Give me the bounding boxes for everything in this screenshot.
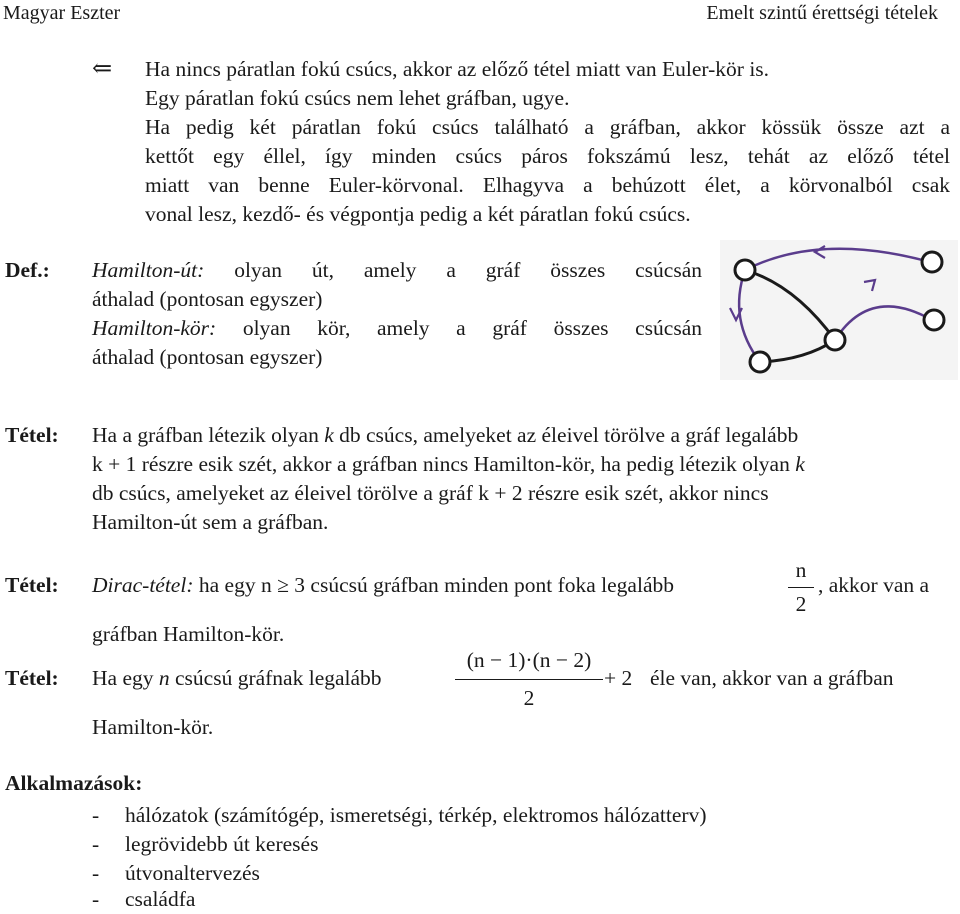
applications-title: Alkalmazások: (5, 771, 143, 795)
variable-k: k (324, 423, 334, 447)
variable-k: k (795, 452, 805, 476)
theorem3-text: Ha egy (92, 666, 159, 690)
graph-vertex (750, 352, 770, 372)
dirac-text: csúcsú gráfban minden pont foka legalább (305, 573, 674, 597)
graph-vertex (735, 260, 755, 280)
left-implication-arrow-icon: ⇐ (92, 56, 113, 82)
theorem3-line2: Hamilton-kör. (92, 715, 214, 739)
application-item: útvonaltervezés (125, 861, 260, 885)
dirac-theorem-line2: gráfban Hamilton-kör. (92, 622, 285, 646)
math-plus-2: + 2 (604, 666, 633, 690)
hamilton-path-term: Hamilton-út: (92, 258, 205, 282)
proof-line: miatt van benne Euler-körvonal. Elhagyva a behúzott élet, a körvonalból csak (145, 173, 950, 197)
dirac-text: , akkor van a (818, 573, 930, 597)
theorem1-line1 (92, 421, 798, 450)
bullet-dash-icon: - (92, 832, 100, 856)
bullet-dash-icon: - (92, 803, 100, 827)
hamilton-path-definition-cont: áthalad (pontosan egyszer) (92, 287, 323, 311)
theorem-label: Tétel: (5, 423, 59, 447)
theorem1-text: db csúcs, amelyeket az éleivel törölve a gráf (92, 481, 479, 505)
hamilton-cycle-definition-cont: áthalad (pontosan egyszer) (92, 345, 323, 369)
theorem1-text: részre esik szét, akkor a gráfban nincs Hamilton-kör, ha pedig létezik olyan (136, 452, 796, 476)
hamilton-cycle-text: olyan kör, amely a gráf összes csúcsán (242, 316, 702, 340)
fraction-bar (455, 679, 603, 680)
graph-vertex (924, 310, 944, 330)
theorem-label: Tétel: (5, 573, 59, 597)
theorem-label: Tétel: (5, 666, 59, 690)
dirac-term: Dirac-tétel: (92, 573, 194, 597)
hamilton-cycle-definition (92, 314, 702, 343)
hamilton-graph-diagram (720, 240, 958, 380)
graph-vertex (825, 330, 845, 350)
proof-line: Ha pedig két páratlan fokú csúcs található a gráfban, akkor kössük össze azt a (145, 115, 950, 139)
theorem1-line2 (92, 450, 805, 479)
document-title: Emelt szintű érettségi tételek (706, 2, 938, 24)
theorem1-text: Ha a gráfban létezik olyan (92, 423, 325, 447)
proof-line: Ha nincs páratlan fokú csúcs, akkor az előző tétel miatt van Euler-kör is. (145, 57, 770, 81)
application-item: hálózatok (számítógép, ismeretségi, térkép, elektromos hálózatterv) (125, 803, 707, 827)
fraction-numerator: n (795, 558, 807, 582)
proof-line: vonal lesz, kezdő- és végpontja pedig a két páratlan fokú csúcs. (145, 202, 691, 226)
bullet-dash-icon: - (92, 861, 100, 885)
theorem3-text: csúcsú gráfnak legalább (169, 666, 382, 690)
bullet-dash-icon: - (92, 887, 100, 911)
math-n-ge-3: n ≥ 3 (260, 573, 306, 597)
hamilton-path-text: olyan út, amely a gráf összes csúcsán (234, 258, 703, 282)
application-item: legrövidebb út keresés (125, 832, 319, 856)
fraction-bar (788, 587, 814, 588)
fraction-numerator: (n − 1)·(n − 2) (466, 648, 592, 672)
fraction-denominator: 2 (523, 686, 535, 710)
variable-n: n (158, 666, 170, 690)
math-k-plus-2: k + 2 (478, 481, 523, 505)
theorem1-line4: Hamilton-út sem a gráfban. (92, 510, 329, 534)
hamilton-cycle-term: Hamilton-kör: (92, 316, 217, 340)
definition-label: Def.: (5, 258, 50, 282)
fraction-denominator: 2 (795, 592, 807, 616)
proof-line: Egy páratlan fokú csúcs nem lehet gráfban, ugye. (145, 86, 570, 110)
application-item: családfa (125, 887, 196, 911)
theorem3-line1 (92, 664, 382, 693)
math-k-plus-1: k + 1 (92, 452, 137, 476)
theorem1-text: részre esik szét, akkor nincs (522, 481, 769, 505)
theorem1-text: db csúcs, amelyeket az éleivel törölve a gráf legalább (333, 423, 799, 447)
graph-vertex (922, 252, 942, 272)
author-name: Magyar Eszter (3, 2, 121, 24)
hamilton-path-definition (92, 256, 702, 285)
dirac-text: ha egy (193, 573, 261, 597)
theorem3-text: éle van, akkor van a gráfban (650, 666, 894, 690)
theorem1-line3 (92, 479, 769, 508)
dirac-theorem-line1 (92, 571, 674, 600)
proof-line: kettőt egy éllel, így minden csúcs páros fokszámú lesz, tehát az előző tétel (145, 144, 950, 168)
